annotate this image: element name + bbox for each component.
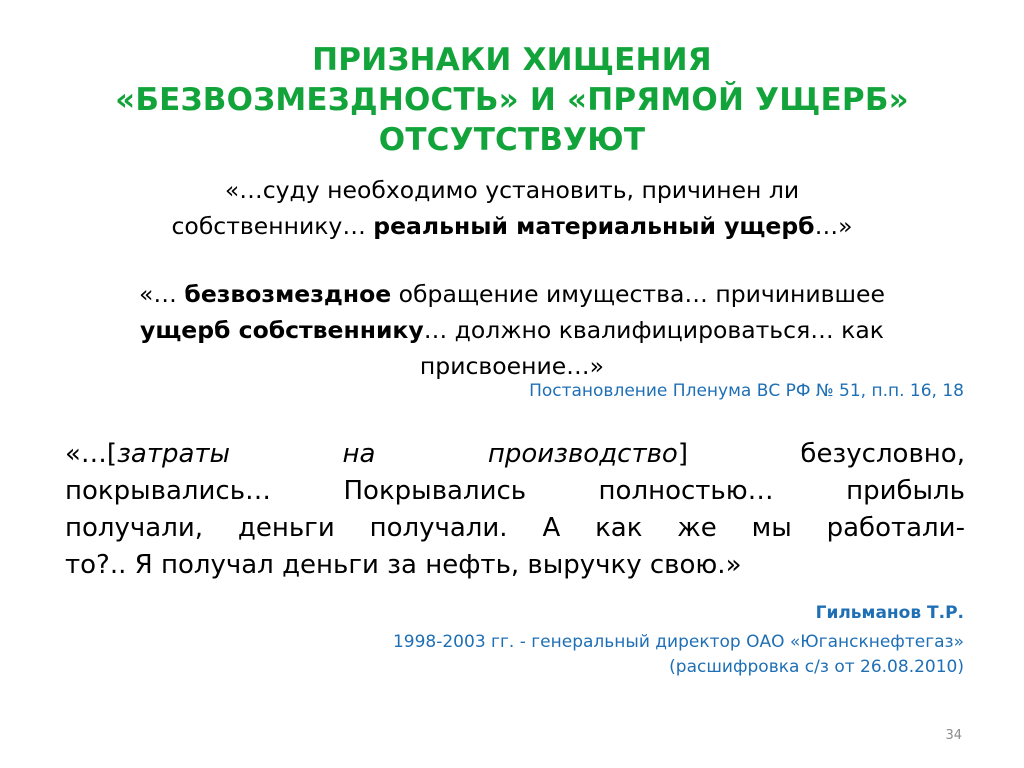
quote-word: Покрывались [343,476,527,506]
quote-word: «…[затраты [65,439,231,469]
quote-text: …» [814,212,853,240]
quote-line: присвоение…» [419,352,605,380]
author-name: Гильманов Т.Р. [815,603,964,623]
quote-word: получали. [369,513,508,543]
quote-text: «… [139,280,185,308]
quote-emphasis: безвозмездное [184,280,392,308]
quote-line [60,276,964,312]
quote-text: … должно квалифицироваться… как [423,316,884,344]
quote-gilmanov-testimony [65,436,965,584]
page-number: 34 [945,728,962,743]
quote-text: собственнику… [171,212,374,240]
slide-title [40,40,984,160]
title-line-3: ОТСУТСТВУЮТ [378,122,646,158]
quote-gratuitous-conversion [60,276,964,384]
title-line-1: ПРИЗНАКИ ХИЩЕНИЯ [312,42,712,78]
title-line-2: «БЕЗВОЗМЕЗДНОСТЬ» И «ПРЯМОЙ УЩЕРБ» [115,82,909,118]
quote-line [60,312,964,348]
quote-word: безусловно, [800,439,965,469]
quote-court-damage [60,172,964,244]
quote-line [60,208,964,244]
quote-word: прибыль [846,476,965,506]
quote-line: «…суду необходимо установить, причинен ли [224,176,800,204]
quote-word: А [542,513,561,543]
quote-word: же [677,513,717,543]
quote-text: обращение имущества… причинившее [391,280,885,308]
quote-word: производство] [487,439,688,469]
quote-emphasis: реальный материальный ущерб [373,212,815,240]
author-role [393,630,964,680]
quote-word: получали, [65,513,203,543]
quote-word: деньги [237,513,335,543]
quote-word: как [595,513,643,543]
quote-emphasis: ущерб собственнику [140,316,424,344]
quote-word: полностью… [598,476,774,506]
quote-line: то?.. Я получал деньги за нефть, выручку свою.» [65,550,742,580]
quote-word: на [342,439,376,469]
quote-line [65,510,965,547]
role-line: (расшифровка с/з от 26.08.2010) [669,657,964,677]
quote-line [65,473,965,510]
role-line: 1998-2003 гг. - генеральный директор ОАО «Юганскнефтегаз» [392,632,964,652]
quote-word: работали- [826,513,965,543]
quote-word: мы [751,513,792,543]
quote-word: покрывались… [65,476,272,506]
citation-plenum-resolution: Постановление Пленума ВС РФ № 51, п.п. 16, 18 [529,381,964,401]
quote-line [65,436,965,473]
